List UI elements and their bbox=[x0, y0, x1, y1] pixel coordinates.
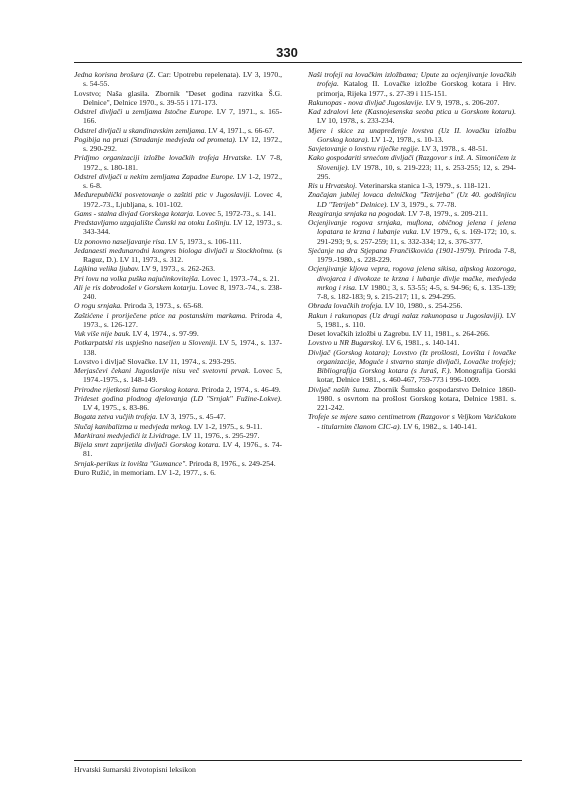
entry-source: LV 4, 1975., s. 83-86. bbox=[83, 403, 150, 412]
entry-title: Divljač naših šuma. bbox=[308, 384, 371, 394]
bibliography-entry bbox=[308, 264, 516, 301]
bibliography-entry bbox=[74, 394, 282, 413]
bibliography-entry bbox=[308, 190, 516, 209]
entry-title: Ali je ris dobrodošel v Gorskem kotarju. bbox=[74, 282, 198, 292]
entry-title: Jedna korisna brošura bbox=[74, 70, 144, 79]
bibliography-entry bbox=[74, 135, 282, 154]
entry-source: LV 6, 1981., s. 140-141. bbox=[385, 338, 460, 348]
entry-source: LV 1-2, 1975., s. 9-11. bbox=[193, 421, 263, 431]
bibliography-entry bbox=[74, 172, 282, 191]
right-column bbox=[308, 70, 516, 431]
entry-title: Značajan jubilej lovaca delničkog "Tetrijeba" (Uz 40. godišnjicu LD "Tetrijeb" Delnice). bbox=[308, 190, 516, 209]
bibliography-entry bbox=[74, 459, 282, 468]
entry-source: Lovstvo; Naša glasila. Zbornik "Deset godina razvitka Š.G. Delnice", Delnice 1970., s. 39-55 i 171-173. bbox=[74, 88, 282, 107]
entry-title: O rogu srnjaka. bbox=[74, 301, 123, 311]
page-number: 330 bbox=[276, 45, 298, 60]
entry-source: Priroda 4, 1973., s. 126-127. bbox=[83, 310, 283, 329]
bibliography-entry bbox=[74, 264, 282, 273]
entry-title: Zaštićene i proriječene ptice na postanskim markama. bbox=[74, 310, 248, 320]
entry-title: Pridjmo organizaciji izložbe lovačkih trofeja Hrvatske. bbox=[74, 153, 253, 163]
bibliography-entry bbox=[74, 468, 282, 477]
entry-source: Deset lovačkih izložbi u Zagrebu. LV 11, 1981., s. 264-266. bbox=[308, 329, 490, 338]
entry-source: Katalog II. Lovačke izložbe Gorskog kotara i Hrv. primorja, Rijeka 1977., s. 27-39 i 115-151. bbox=[317, 79, 516, 98]
entry-source: LV 4, 1976., s. 74-81. bbox=[83, 440, 282, 459]
footer-text: Hrvatski šumarski životopisni leksikon bbox=[74, 765, 196, 774]
entry-title: Savjetovanje o lovstvu riječke regije. bbox=[308, 144, 420, 153]
entry-source: LV 11, 1976., s. 295-297. bbox=[182, 430, 260, 440]
entry-source: Monografija Gorski kotar, Delnice 1981., s. 460-467, 759-773 i 996-1009. bbox=[317, 366, 517, 385]
entry-source: LV 5, 1981., s. 110. bbox=[317, 310, 516, 329]
entry-source: LV 10, 1978., s. 233-234. bbox=[317, 116, 395, 126]
bibliography-entry bbox=[308, 311, 516, 330]
entry-source: LV 1980.; 3, s. 53-55; 4-5, s. 94-96; 6, s. 135-139; 7-8, s. 182-183; 9, s. 215-217; 11, s. 294-295. bbox=[317, 282, 516, 301]
entry-title: Trofeje se mjere samo centimetrom (Razgovor s Veljkom Varičakom - titularnim članom CIC-a). bbox=[308, 412, 516, 431]
entry-title: Merjasčevi čekani Jugoslavije nisu več svetovni prvak. bbox=[74, 366, 251, 375]
entry-source: LV 1-2, 1972., s. 6-8. bbox=[83, 171, 283, 190]
entry-source: LV 4, 1974., s. 97-99. bbox=[132, 329, 199, 338]
entry-source: LV 4, 1971., s. 66-67. bbox=[208, 125, 275, 135]
entry-source: LV 10, 1980., s. 254-256. bbox=[384, 301, 463, 311]
entry-title: Gams - stalna divjad Gorskega kotarja. bbox=[74, 208, 195, 218]
entry-title: Obrada lovačkih trofeja. bbox=[308, 301, 384, 311]
entry-title: Srnjak-perikus iz lovišta "Gumance". bbox=[74, 458, 188, 468]
entry-source: Lovec 5, 1974.-1975., s. 148-149. bbox=[83, 366, 282, 385]
entry-title: Ocjenjivanje rogova srnjaka, muflona, običnog jelena i jelena lopatara te krzna i lubanje vuka. bbox=[308, 218, 516, 237]
entry-title: Potkarpatski ris uspješno naseljen u Sloveniji. bbox=[74, 338, 218, 348]
entry-title: Naši trofeji na lovačkim izložbama; Upute za ocjenjivanje lovačkih trofeja. bbox=[308, 70, 516, 89]
entry-source: LV 12, 1972., s. 290-292. bbox=[83, 134, 283, 153]
bibliography-entry bbox=[308, 301, 516, 310]
entry-source: LV 1-2, 1978., s. 10-13. bbox=[371, 134, 444, 144]
entry-title: Bijela smrt zaprijetila divljači Gorskog kotara. bbox=[74, 440, 221, 449]
bibliography-entry bbox=[74, 422, 282, 431]
top-rule bbox=[74, 62, 522, 63]
bibliography-entry bbox=[308, 181, 516, 190]
entry-title: Pogibija na pruzi (Stradanje medvjeda od prometa). bbox=[74, 134, 237, 144]
entry-source: Priroda 7-8, 1979.-1980., s. 228-229. bbox=[317, 245, 516, 264]
entry-source: Lovec 1, 1973.-74., s. 21. bbox=[201, 273, 280, 283]
entry-title: Rakunopas - nova divljač Jugoslavije. bbox=[308, 97, 424, 107]
entry-title: Jedanaesti međunarodni kongres biologa divljači u Stockholmu. bbox=[74, 245, 274, 255]
bibliography-entry bbox=[74, 366, 282, 385]
entry-title: Rakun i rakunopas (Uz drugi nalaz rakunopasa u Jugoslaviji). bbox=[308, 310, 504, 320]
bibliography-entry bbox=[74, 89, 282, 108]
entry-source: LV 9, 1973., s. 262-263. bbox=[141, 264, 215, 274]
bibliography-entry bbox=[308, 246, 516, 265]
bibliography-entry bbox=[74, 274, 282, 283]
bibliography-entry bbox=[74, 440, 282, 459]
entry-source: Priroda 2, 1974., s. 46-49. bbox=[201, 384, 281, 394]
bibliography-entry bbox=[308, 329, 516, 338]
bibliography-entry bbox=[308, 70, 516, 98]
bibliography-entry bbox=[74, 153, 282, 172]
entry-source: (s Raguz, D.). LV 11, 1973., s. 312. bbox=[83, 245, 282, 264]
entry-title: Reagiranja srnjaka na pogodak. bbox=[308, 208, 407, 218]
entry-title: Divljač (Gorskog kotara); Lovstvo (Iz prošlosti, Lovišta i lovačke organizacije, Moguće i stvarno stanje divljači, Lovačke trofeje); Bibliografija Gorskog kotara (s Juraš, F.). bbox=[308, 347, 516, 375]
entry-title: Kako gospodariti srnećom divljači (Razgovor s inž. A. Simoničem iz Slovenije). bbox=[308, 153, 516, 172]
entry-source: LV 5, 1973., s. 106-111. bbox=[168, 236, 242, 246]
entry-source: LV 5, 1974., s. 137-138. bbox=[83, 338, 282, 357]
entry-source: LV 9, 1978., s. 206-207. bbox=[425, 97, 500, 107]
entry-source: LV 1979., 6, s. 169-172; 10, s. 291-293; 9, s. 257-259; 11, s. 332-334; 12, s. 376-377. bbox=[317, 227, 516, 246]
bibliography-entry bbox=[308, 153, 516, 181]
entry-source: LV 6, 1982., s. 140-141. bbox=[403, 421, 477, 431]
entry-source: LV 7-8, 1972., s. 180-181. bbox=[83, 153, 282, 172]
bibliography-entry bbox=[308, 98, 516, 107]
entry-source: LV 3, 1979., s. 77-78. bbox=[390, 199, 457, 209]
bibliography-entry bbox=[308, 412, 516, 431]
entry-source: LV 1978., 10, s. 219-223; 11, s. 253-255; 12, s. 294-295. bbox=[317, 162, 516, 181]
bibliography-entry bbox=[74, 218, 282, 237]
entry-title: Slučaj kanibalizma u medvjeda mrkog. bbox=[74, 421, 192, 431]
entry-title: Lovstvo u NR Bugarskoj. bbox=[308, 338, 384, 348]
entry-title: Mjere i skice za unapređenje lovstva (Uz II. lovačku izložbu Gorskog kotara). bbox=[308, 125, 516, 144]
entry-title: Sjećanje na dra Stjepana Frančiškovića (1901-1979). bbox=[308, 245, 476, 255]
entry-source: Zbornik Šumsko gospodarstvo Delnice 1860-1980. s osvrtom na prošlost Gorskog kotara, Delnice 1981. s. 221-242. bbox=[317, 384, 516, 412]
entry-source: LV 3, 1978., s. 48-51. bbox=[421, 144, 488, 153]
entry-source: Lovec 4, 1972.-73., Ljubljana, s. 101-102. bbox=[83, 190, 282, 209]
bibliography-entry bbox=[74, 338, 282, 357]
entry-source: Priroda 3, 1973., s. 65-68. bbox=[123, 301, 204, 311]
bibliography-entry bbox=[74, 357, 282, 366]
entry-title: Odstrel divljači u nekim zemljama Zapadne Europe. bbox=[74, 171, 235, 181]
entry-title: Kad zdralovi lete (Kasnojesenska seoba ptica u Gorskom kotaru). bbox=[308, 107, 516, 116]
entry-title: Odstrel divljači u skandinavskim zemljama. bbox=[74, 125, 207, 135]
entry-title: Vuk više nije bauk. bbox=[74, 329, 131, 338]
bibliography-entry bbox=[74, 209, 282, 218]
entry-title: Lajkina velika ljubav. bbox=[74, 264, 140, 274]
bibliography-entry bbox=[74, 329, 282, 338]
bibliography-entry bbox=[308, 107, 516, 126]
bibliography-entry bbox=[308, 348, 516, 385]
bibliography-entry bbox=[74, 70, 282, 89]
bibliography-entry bbox=[74, 246, 282, 265]
entry-title: Prirodne rijetkosti šuma Gorskog kotara. bbox=[74, 384, 200, 394]
bibliography-entry bbox=[308, 338, 516, 347]
bibliography-entry bbox=[74, 126, 282, 135]
entry-title: Međurepublički posvetovanje o zaštiti ptic v Jugoslaviji. bbox=[74, 190, 252, 200]
bibliography-entry bbox=[74, 237, 282, 246]
bibliography-entry bbox=[308, 126, 516, 145]
entry-title: Ris u Hrvatskoj. bbox=[308, 181, 358, 190]
entry-title: Bogata zetva vučjih trofeja. bbox=[74, 412, 158, 422]
bibliography-entry bbox=[308, 209, 516, 218]
entry-title: Pri lovu na volka puška najučinkovitejša. bbox=[74, 273, 200, 283]
bibliography-entry bbox=[74, 283, 282, 302]
entry-source: (Z. Car: Upotrebu repelenata). LV 3, 1970., s. 54-55. bbox=[83, 70, 282, 89]
entry-title: Ocjenjivanje kljova vepra, rogova jelena sikisa, alpskog kozoroga, divojarca i divokoze te krzna i lubanje divlje mačke, medvjeda mrkog i risa. bbox=[308, 264, 516, 292]
entry-title: Trideset godina plodnog djelovanja (LD "Srnjak" Fužine-Lokve). bbox=[74, 393, 282, 403]
entry-source: LV 3, 1975., s. 45-47. bbox=[159, 412, 226, 422]
bibliography-entry bbox=[74, 385, 282, 394]
entry-source: Đuro Ružić, in memoriam. LV 1-2, 1977., s. 6. bbox=[74, 467, 216, 477]
entry-source: LV 7, 1971., s. 165-166. bbox=[83, 107, 282, 126]
entry-source: LV 12, 1973., s. 343-344. bbox=[83, 218, 282, 237]
entry-title: Uz ponovno naseljavanje risa. bbox=[74, 236, 167, 246]
entry-title: Predstavljamo uzgajalište Čunski na otoku Lošinju. bbox=[74, 218, 232, 227]
bibliography-entry bbox=[74, 431, 282, 440]
entry-source: Lovec 8, 1973.-74., s. 238-240. bbox=[83, 282, 282, 301]
bibliography-entry bbox=[74, 190, 282, 209]
entry-source: Veterinarska stanica 1-3, 1979., s. 118-121. bbox=[358, 181, 491, 190]
entry-source: Priroda 8, 1976., s. 249-254. bbox=[189, 458, 276, 468]
entry-source: Lovec 5, 1972-73., s. 141. bbox=[196, 208, 277, 218]
bibliography-entry bbox=[308, 218, 516, 246]
bottom-rule bbox=[74, 760, 522, 761]
entry-title: Odstrel divljači u zemljama Istočne Europe. bbox=[74, 107, 214, 116]
bibliography-entry bbox=[74, 311, 282, 330]
bibliography-entry bbox=[74, 412, 282, 421]
bibliography-entry bbox=[74, 301, 282, 310]
left-column bbox=[74, 70, 282, 477]
entry-title: Markirani medvjedići iz Lividrage. bbox=[74, 430, 181, 440]
bibliography-entry bbox=[308, 144, 516, 153]
bibliography-entry bbox=[74, 107, 282, 126]
entry-source: LV 7-8, 1979., s. 209-211. bbox=[408, 208, 488, 218]
bibliography-entry bbox=[308, 385, 516, 413]
entry-source: Lovstvo i divljač Slovačke. LV 11, 1974., s. 293-295. bbox=[74, 356, 237, 366]
